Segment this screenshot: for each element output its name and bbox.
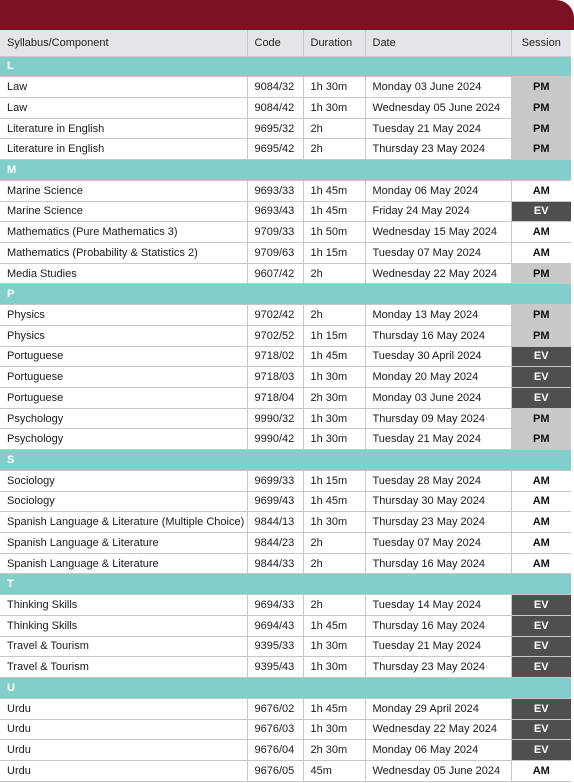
cell-syllabus: Spanish Language & Literature [0,553,247,574]
section-letter: T [0,574,571,595]
cell-session: AM [511,470,571,491]
cell-syllabus: Law [0,97,247,118]
cell-session: EV [511,657,571,678]
table-row [0,512,571,533]
cell-duration: 1h 45m [303,698,365,719]
cell-syllabus: Urdu [0,698,247,719]
cell-code: 9844/33 [247,553,303,574]
table-row [0,760,571,781]
cell-date: Monday 03 June 2024 [365,77,511,98]
table-row [0,139,571,160]
cell-date: Thursday 23 May 2024 [365,139,511,160]
cell-syllabus: Marine Science [0,180,247,201]
header-code: Code [247,30,303,56]
cell-syllabus: Urdu [0,760,247,781]
cell-session: EV [511,346,571,367]
table-row [0,636,571,657]
cell-duration: 1h 30m [303,719,365,740]
cell-duration: 2h 30m [303,740,365,761]
table-row [0,77,571,98]
cell-duration: 2h [303,595,365,616]
cell-date: Tuesday 21 May 2024 [365,636,511,657]
cell-session: PM [511,429,571,450]
table-row [0,305,571,326]
cell-date: Tuesday 07 May 2024 [365,242,511,263]
cell-date: Monday 13 May 2024 [365,305,511,326]
cell-code: 9990/42 [247,429,303,450]
cell-code: 9718/03 [247,367,303,388]
cell-syllabus: Psychology [0,408,247,429]
cell-syllabus: Mathematics (Pure Mathematics 3) [0,222,247,243]
cell-date: Monday 29 April 2024 [365,698,511,719]
cell-session: AM [511,242,571,263]
table-row [0,533,571,554]
cell-date: Thursday 23 May 2024 [365,512,511,533]
cell-syllabus: Literature in English [0,139,247,160]
cell-syllabus: Mathematics (Probability & Statistics 2) [0,242,247,263]
cell-duration: 1h 45m [303,180,365,201]
cell-duration: 1h 30m [303,367,365,388]
table-row [0,429,571,450]
cell-syllabus: Literature in English [0,118,247,139]
cell-syllabus: Psychology [0,429,247,450]
cell-duration: 2h [303,553,365,574]
table-row [0,222,571,243]
section-letter-row [0,56,571,77]
cell-date: Wednesday 22 May 2024 [365,719,511,740]
cell-code: 9990/32 [247,408,303,429]
cell-code: 9395/33 [247,636,303,657]
cell-duration: 2h [303,118,365,139]
section-letter-row [0,450,571,471]
cell-code: 9395/43 [247,657,303,678]
cell-syllabus: Thinking Skills [0,615,247,636]
table-row [0,325,571,346]
header-session: Session [511,30,571,56]
table-row [0,719,571,740]
cell-session: EV [511,740,571,761]
cell-code: 9695/32 [247,118,303,139]
cell-duration: 1h 30m [303,429,365,450]
cell-code: 9699/33 [247,470,303,491]
cell-duration: 1h 30m [303,97,365,118]
cell-code: 9718/04 [247,388,303,409]
section-letter-row [0,678,571,699]
table-row [0,388,571,409]
cell-date: Wednesday 22 May 2024 [365,263,511,284]
cell-duration: 1h 30m [303,408,365,429]
cell-syllabus: Law [0,77,247,98]
cell-syllabus: Sociology [0,470,247,491]
cell-code: 9709/33 [247,222,303,243]
cell-code: 9084/42 [247,97,303,118]
cell-session: EV [511,719,571,740]
cell-date: Monday 03 June 2024 [365,388,511,409]
table-body [0,56,571,781]
cell-duration: 1h 15m [303,470,365,491]
cell-code: 9693/33 [247,180,303,201]
cell-duration: 1h 30m [303,77,365,98]
cell-duration: 1h 30m [303,512,365,533]
cell-code: 9694/33 [247,595,303,616]
top-banner [0,0,574,30]
cell-code: 9693/43 [247,201,303,222]
cell-date: Tuesday 21 May 2024 [365,429,511,450]
cell-session: PM [511,97,571,118]
cell-code: 9676/03 [247,719,303,740]
cell-session: EV [511,367,571,388]
cell-code: 9695/42 [247,139,303,160]
table-row [0,470,571,491]
cell-code: 9709/63 [247,242,303,263]
cell-duration: 1h 30m [303,657,365,678]
cell-duration: 1h 45m [303,615,365,636]
cell-date: Thursday 16 May 2024 [365,615,511,636]
table-row [0,97,571,118]
table-row [0,657,571,678]
cell-syllabus: Thinking Skills [0,595,247,616]
table-row [0,740,571,761]
cell-duration: 2h [303,139,365,160]
cell-code: 9718/02 [247,346,303,367]
cell-syllabus: Marine Science [0,201,247,222]
cell-duration: 1h 30m [303,636,365,657]
cell-date: Thursday 16 May 2024 [365,325,511,346]
cell-code: 9694/43 [247,615,303,636]
cell-code: 9702/52 [247,325,303,346]
cell-session: AM [511,533,571,554]
cell-session: PM [511,325,571,346]
table-row [0,615,571,636]
cell-syllabus: Spanish Language & Literature (Multiple Choice) [0,512,247,533]
cell-code: 9702/42 [247,305,303,326]
cell-date: Monday 20 May 2024 [365,367,511,388]
table-row [0,180,571,201]
cell-date: Thursday 30 May 2024 [365,491,511,512]
section-letter-row [0,574,571,595]
table-row [0,491,571,512]
table-row [0,263,571,284]
header-duration: Duration [303,30,365,56]
cell-duration: 2h [303,263,365,284]
cell-duration: 1h 45m [303,491,365,512]
cell-duration: 1h 45m [303,201,365,222]
cell-date: Tuesday 07 May 2024 [365,533,511,554]
section-letter-row [0,284,571,305]
cell-syllabus: Physics [0,305,247,326]
cell-date: Monday 06 May 2024 [365,740,511,761]
cell-session: EV [511,201,571,222]
cell-syllabus: Sociology [0,491,247,512]
header-syllabus: Syllabus/Component [0,30,247,56]
section-letter: M [0,160,571,181]
cell-date: Thursday 23 May 2024 [365,657,511,678]
table-row [0,553,571,574]
cell-date: Wednesday 05 June 2024 [365,760,511,781]
cell-syllabus: Urdu [0,740,247,761]
header-date: Date [365,30,511,56]
cell-session: EV [511,595,571,616]
cell-date: Tuesday 28 May 2024 [365,470,511,491]
cell-date: Tuesday 30 April 2024 [365,346,511,367]
cell-code: 9676/04 [247,740,303,761]
cell-duration: 2h [303,533,365,554]
table-row [0,698,571,719]
cell-date: Wednesday 15 May 2024 [365,222,511,243]
section-letter: L [0,56,571,77]
cell-session: PM [511,139,571,160]
cell-code: 9084/32 [247,77,303,98]
cell-duration: 1h 15m [303,242,365,263]
cell-session: EV [511,698,571,719]
cell-session: PM [511,305,571,326]
cell-syllabus: Travel & Tourism [0,657,247,678]
cell-session: PM [511,77,571,98]
cell-syllabus: Portuguese [0,388,247,409]
cell-session: EV [511,615,571,636]
exam-timetable [0,30,571,782]
cell-syllabus: Media Studies [0,263,247,284]
table-row [0,201,571,222]
table-row [0,346,571,367]
cell-code: 9844/23 [247,533,303,554]
cell-syllabus: Urdu [0,719,247,740]
cell-syllabus: Travel & Tourism [0,636,247,657]
cell-syllabus: Physics [0,325,247,346]
cell-syllabus: Portuguese [0,367,247,388]
cell-session: EV [511,636,571,657]
cell-code: 9699/43 [247,491,303,512]
cell-session: AM [511,512,571,533]
cell-date: Wednesday 05 June 2024 [365,97,511,118]
cell-session: AM [511,553,571,574]
section-letter-row [0,160,571,181]
cell-date: Tuesday 14 May 2024 [365,595,511,616]
cell-session: AM [511,222,571,243]
cell-date: Tuesday 21 May 2024 [365,118,511,139]
table-header-row [0,30,571,56]
cell-duration: 2h [303,305,365,326]
table-row [0,408,571,429]
cell-duration: 1h 45m [303,346,365,367]
section-letter: S [0,450,571,471]
cell-duration: 1h 15m [303,325,365,346]
cell-session: AM [511,760,571,781]
cell-code: 9676/02 [247,698,303,719]
cell-session: AM [511,491,571,512]
cell-date: Thursday 09 May 2024 [365,408,511,429]
cell-session: AM [511,180,571,201]
table-row [0,242,571,263]
cell-session: PM [511,408,571,429]
cell-date: Friday 24 May 2024 [365,201,511,222]
cell-session: EV [511,388,571,409]
cell-duration: 1h 50m [303,222,365,243]
section-letter: U [0,678,571,699]
cell-date: Monday 06 May 2024 [365,180,511,201]
cell-date: Thursday 16 May 2024 [365,553,511,574]
cell-code: 9844/13 [247,512,303,533]
table-row [0,595,571,616]
cell-syllabus: Portuguese [0,346,247,367]
cell-duration: 2h 30m [303,388,365,409]
cell-session: PM [511,263,571,284]
cell-session: PM [511,118,571,139]
cell-syllabus: Spanish Language & Literature [0,533,247,554]
table-row [0,118,571,139]
cell-code: 9607/42 [247,263,303,284]
section-letter: P [0,284,571,305]
table-row [0,367,571,388]
cell-duration: 45m [303,760,365,781]
cell-code: 9676/05 [247,760,303,781]
